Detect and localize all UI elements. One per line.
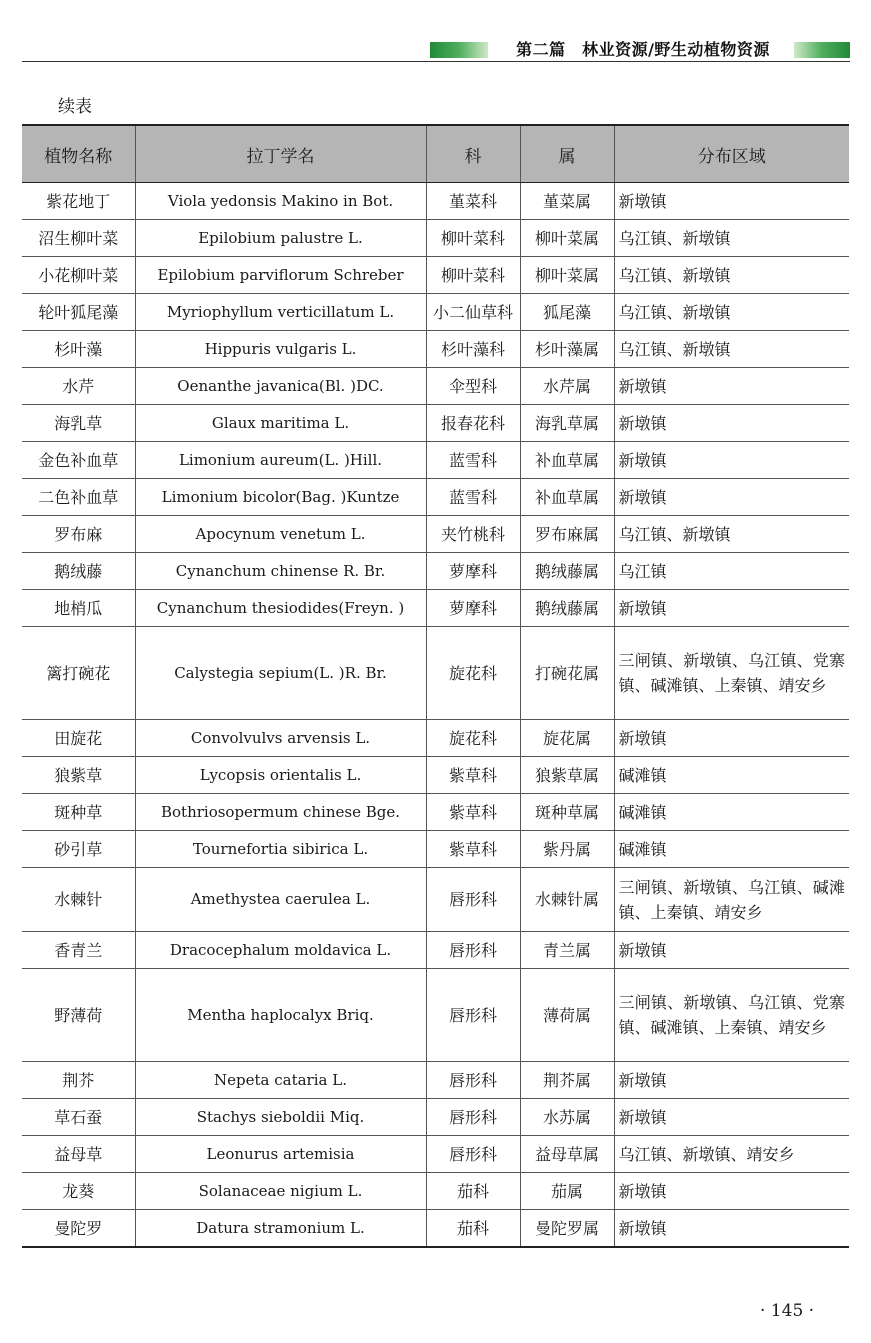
region-cell: 新墩镇 [614,1173,849,1210]
region-cell: 碱滩镇 [614,831,849,868]
region-cell: 新墩镇 [614,442,849,479]
genus-cell: 补血草属 [520,442,614,479]
latin-name-cell: Tournefortia sibirica L. [135,831,426,868]
family-cell: 紫草科 [426,757,520,794]
plant-name-cell: 斑种草 [22,794,135,831]
family-cell: 蓝雪科 [426,442,520,479]
column-header-latin: 拉丁学名 [135,125,426,183]
latin-name-cell: Amethystea caerulea L. [135,868,426,932]
genus-cell: 罗布麻属 [520,516,614,553]
plant-name-cell: 二色补血草 [22,479,135,516]
latin-name-cell: Mentha haplocalyx Briq. [135,969,426,1062]
family-cell: 旋花科 [426,720,520,757]
latin-name-cell: Glaux maritima L. [135,405,426,442]
region-cell: 新墩镇 [614,1210,849,1248]
table-row [22,1210,849,1248]
table-row [22,183,849,220]
region-cell: 碱滩镇 [614,757,849,794]
plant-name-cell: 狼紫草 [22,757,135,794]
family-cell: 紫草科 [426,794,520,831]
header-rule [22,61,850,62]
plant-name-cell: 益母草 [22,1136,135,1173]
plant-name-cell: 龙葵 [22,1173,135,1210]
region-cell: 乌江镇、新墩镇 [614,220,849,257]
plant-name-cell: 轮叶狐尾藻 [22,294,135,331]
latin-name-cell: Epilobium palustre L. [135,220,426,257]
latin-name-cell: Myriophyllum verticillatum L. [135,294,426,331]
plant-name-cell: 篱打碗花 [22,627,135,720]
latin-name-cell: Calystegia sepium(L. )R. Br. [135,627,426,720]
region-cell: 碱滩镇 [614,794,849,831]
genus-cell: 海乳草属 [520,405,614,442]
plant-name-cell: 野薄荷 [22,969,135,1062]
region-cell: 三闸镇、新墩镇、乌江镇、党寨镇、碱滩镇、上秦镇、靖安乡 [614,627,849,720]
family-cell: 唇形科 [426,1136,520,1173]
latin-name-cell: Dracocephalum moldavica L. [135,932,426,969]
table-row [22,442,849,479]
table-row [22,757,849,794]
table-row [22,932,849,969]
genus-cell: 狼紫草属 [520,757,614,794]
genus-cell: 青兰属 [520,932,614,969]
genus-cell: 补血草属 [520,479,614,516]
genus-cell: 薄荷属 [520,969,614,1062]
region-cell: 乌江镇、新墩镇 [614,294,849,331]
column-header-genus: 属 [520,125,614,183]
region-cell: 新墩镇 [614,720,849,757]
running-header [22,40,850,62]
table-row [22,553,849,590]
latin-name-cell: Epilobium parviflorum Schreber [135,257,426,294]
plant-name-cell: 荆芥 [22,1062,135,1099]
table-caption: 续表 [58,97,92,117]
region-cell: 新墩镇 [614,405,849,442]
region-cell: 新墩镇 [614,183,849,220]
latin-name-cell: Convolvulvs arvensis L. [135,720,426,757]
latin-name-cell: Apocynum venetum L. [135,516,426,553]
region-cell: 新墩镇 [614,1099,849,1136]
genus-cell: 柳叶菜属 [520,257,614,294]
latin-name-cell: Datura stramonium L. [135,1210,426,1248]
plant-name-cell: 鹅绒藤 [22,553,135,590]
table-row [22,257,849,294]
table-row [22,405,849,442]
plant-table [22,124,849,1248]
region-cell: 乌江镇、新墩镇 [614,331,849,368]
family-cell: 萝摩科 [426,553,520,590]
plant-name-cell: 地梢瓜 [22,590,135,627]
region-cell: 新墩镇 [614,932,849,969]
latin-name-cell: Oenanthe javanica(Bl. )DC. [135,368,426,405]
latin-name-cell: Hippuris vulgaris L. [135,331,426,368]
family-cell: 夹竹桃科 [426,516,520,553]
table-row [22,627,849,720]
genus-cell: 益母草属 [520,1136,614,1173]
plant-name-cell: 水棘针 [22,868,135,932]
region-cell: 乌江镇、新墩镇 [614,516,849,553]
region-cell: 新墩镇 [614,479,849,516]
family-cell: 堇菜科 [426,183,520,220]
latin-name-cell: Lycopsis orientalis L. [135,757,426,794]
table-row [22,368,849,405]
latin-name-cell: Cynanchum thesiodides(Freyn. ) [135,590,426,627]
family-cell: 唇形科 [426,932,520,969]
table-row [22,1136,849,1173]
genus-cell: 狐尾藻 [520,294,614,331]
plant-name-cell: 金色补血草 [22,442,135,479]
genus-cell: 曼陀罗属 [520,1210,614,1248]
genus-cell: 茄属 [520,1173,614,1210]
plant-name-cell: 水芹 [22,368,135,405]
header-band-left [430,42,488,58]
plant-name-cell: 海乳草 [22,405,135,442]
plant-name-cell: 田旋花 [22,720,135,757]
family-cell: 茄科 [426,1210,520,1248]
genus-cell: 堇菜属 [520,183,614,220]
table-row [22,331,849,368]
table-row [22,831,849,868]
family-cell: 伞型科 [426,368,520,405]
table-row [22,294,849,331]
latin-name-cell: Bothriosopermum chinese Bge. [135,794,426,831]
family-cell: 唇形科 [426,868,520,932]
column-header-name: 植物名称 [22,125,135,183]
family-cell: 萝摩科 [426,590,520,627]
table-row [22,969,849,1062]
family-cell: 旋花科 [426,627,520,720]
family-cell: 柳叶菜科 [426,220,520,257]
table-row [22,220,849,257]
region-cell: 新墩镇 [614,1062,849,1099]
region-cell: 乌江镇 [614,553,849,590]
header-band-right [794,42,850,58]
latin-name-cell: Limonium aureum(L. )Hill. [135,442,426,479]
family-cell: 唇形科 [426,969,520,1062]
genus-cell: 荆芥属 [520,1062,614,1099]
plant-name-cell: 香青兰 [22,932,135,969]
family-cell: 报春花科 [426,405,520,442]
header-title: 第二篇 林业资源/野生动植物资源 [516,40,770,59]
plant-name-cell: 罗布麻 [22,516,135,553]
genus-cell: 打碗花属 [520,627,614,720]
region-cell: 三闸镇、新墩镇、乌江镇、碱滩镇、上秦镇、靖安乡 [614,868,849,932]
genus-cell: 鹅绒藤属 [520,553,614,590]
genus-cell: 鹅绒藤属 [520,590,614,627]
table-row [22,479,849,516]
table-row [22,868,849,932]
latin-name-cell: Limonium bicolor(Bag. )Kuntze [135,479,426,516]
column-header-region: 分布区域 [614,125,849,183]
genus-cell: 斑种草属 [520,794,614,831]
region-cell: 乌江镇、新墩镇 [614,257,849,294]
table-row [22,794,849,831]
latin-name-cell: Viola yedonsis Makino in Bot. [135,183,426,220]
region-cell: 新墩镇 [614,368,849,405]
column-header-family: 科 [426,125,520,183]
table-header-row [22,125,849,183]
plant-name-cell: 紫花地丁 [22,183,135,220]
plant-name-cell: 小花柳叶菜 [22,257,135,294]
plant-name-cell: 杉叶藻 [22,331,135,368]
table-row [22,1099,849,1136]
region-cell: 三闸镇、新墩镇、乌江镇、党寨镇、碱滩镇、上秦镇、靖安乡 [614,969,849,1062]
family-cell: 柳叶菜科 [426,257,520,294]
plant-name-cell: 沼生柳叶菜 [22,220,135,257]
genus-cell: 旋花属 [520,720,614,757]
family-cell: 杉叶藻科 [426,331,520,368]
region-cell: 新墩镇 [614,590,849,627]
page-number: · 145 · [760,1301,815,1321]
genus-cell: 紫丹属 [520,831,614,868]
family-cell: 茄科 [426,1173,520,1210]
genus-cell: 水棘针属 [520,868,614,932]
plant-name-cell: 草石蚕 [22,1099,135,1136]
family-cell: 唇形科 [426,1062,520,1099]
plant-name-cell: 曼陀罗 [22,1210,135,1248]
genus-cell: 杉叶藻属 [520,331,614,368]
table-row [22,1062,849,1099]
table-row [22,720,849,757]
table-row [22,1173,849,1210]
genus-cell: 水芹属 [520,368,614,405]
plant-table-body [22,183,849,1248]
latin-name-cell: Solanaceae nigium L. [135,1173,426,1210]
table-row [22,516,849,553]
plant-name-cell: 砂引草 [22,831,135,868]
genus-cell: 水苏属 [520,1099,614,1136]
table-row [22,590,849,627]
latin-name-cell: Leonurus artemisia [135,1136,426,1173]
family-cell: 蓝雪科 [426,479,520,516]
genus-cell: 柳叶菜属 [520,220,614,257]
latin-name-cell: Stachys sieboldii Miq. [135,1099,426,1136]
latin-name-cell: Cynanchum chinense R. Br. [135,553,426,590]
family-cell: 唇形科 [426,1099,520,1136]
latin-name-cell: Nepeta cataria L. [135,1062,426,1099]
family-cell: 紫草科 [426,831,520,868]
family-cell: 小二仙草科 [426,294,520,331]
region-cell: 乌江镇、新墩镇、靖安乡 [614,1136,849,1173]
